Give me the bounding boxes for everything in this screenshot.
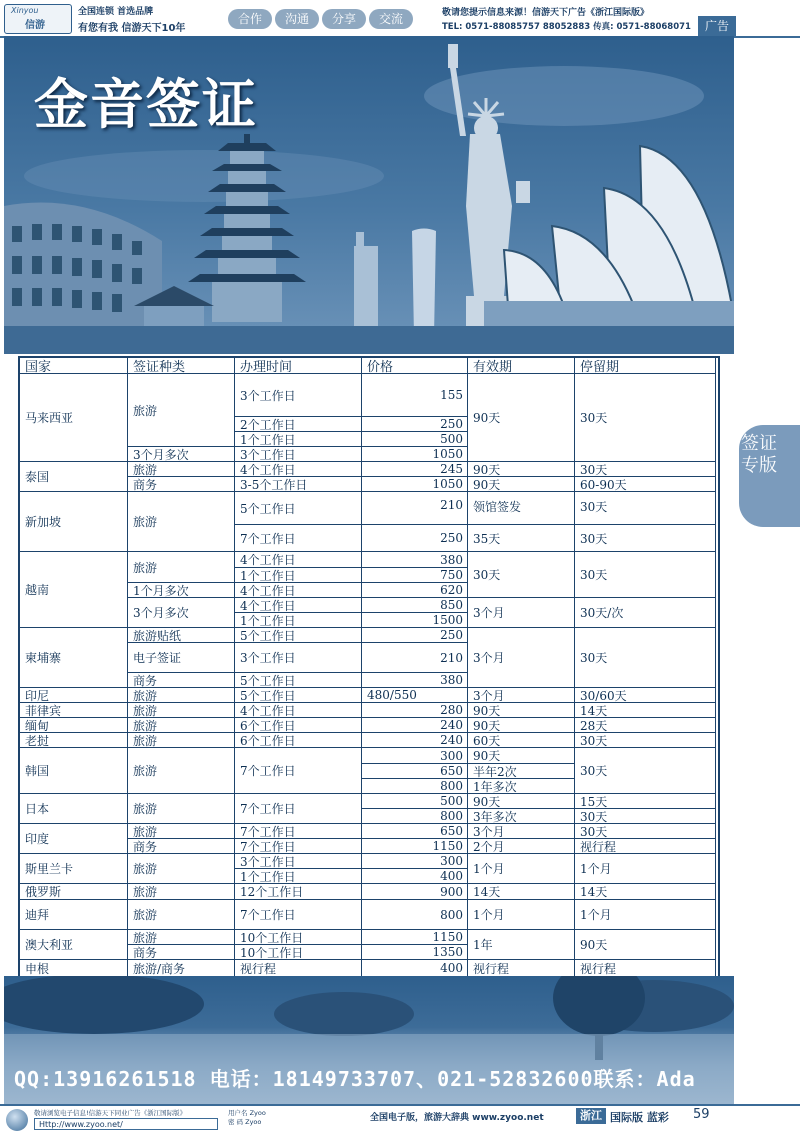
type-cell: 旅游 <box>128 884 235 900</box>
side-tab-label: 签证专版 <box>741 433 777 476</box>
footer-edition: 国际版 蓝彩 <box>610 1111 669 1124</box>
footer-region-badge: 浙江 <box>576 1108 606 1124</box>
footer-url[interactable]: Http://www.zyoo.net/ <box>34 1118 218 1130</box>
stay-cell: 30天 <box>575 824 716 839</box>
time-cell: 视行程 <box>235 960 362 976</box>
country-cell: 迪拜 <box>20 900 128 930</box>
stay-cell: 30天 <box>575 809 716 824</box>
country-cell: 日本 <box>20 794 128 824</box>
type-cell: 旅游 <box>128 733 235 748</box>
type-cell: 商务 <box>128 945 235 960</box>
header-notice: 敬请您提示信息来源！信游天下广告《浙江国际版》 <box>442 8 650 18</box>
stay-cell: 30天 <box>575 748 716 794</box>
bottom-bar <box>0 1104 800 1134</box>
validity-cell: 1年多次 <box>468 779 575 794</box>
price-cell: 240 <box>362 718 468 733</box>
type-cell: 1个月多次 <box>128 583 235 598</box>
time-cell: 5个工作日 <box>235 628 362 643</box>
price-cell: 750 <box>362 568 468 583</box>
time-cell: 7个工作日 <box>235 525 362 552</box>
stay-cell: 14天 <box>575 703 716 718</box>
validity-cell: 90天 <box>468 477 575 492</box>
time-cell: 10个工作日 <box>235 930 362 945</box>
type-cell: 旅游贴纸 <box>128 628 235 643</box>
validity-cell: 1个月 <box>468 854 575 884</box>
header-tel: TEL: 0571-88085757 88052883 传真: 0571-88068071 <box>442 22 691 32</box>
country-cell: 老挝 <box>20 733 128 748</box>
validity-cell: 3个月 <box>468 688 575 703</box>
time-cell: 3个工作日 <box>235 374 362 417</box>
stay-cell: 视行程 <box>575 960 716 976</box>
time-cell: 1个工作日 <box>235 869 362 884</box>
price-cell: 155 <box>362 374 468 417</box>
time-cell: 4个工作日 <box>235 583 362 598</box>
price-cell: 1500 <box>362 613 468 628</box>
type-cell: 商务 <box>128 673 235 688</box>
header-bar <box>0 0 800 38</box>
validity-cell: 3个月 <box>468 628 575 688</box>
price-cell: 210 <box>362 492 468 525</box>
price-cell: 1150 <box>362 930 468 945</box>
logo <box>4 4 72 34</box>
price-cell: 1050 <box>362 477 468 492</box>
time-cell: 7个工作日 <box>235 794 362 824</box>
header-country: 国家 <box>20 358 128 374</box>
time-cell: 4个工作日 <box>235 462 362 477</box>
stay-cell: 1个月 <box>575 900 716 930</box>
type-cell: 电子签证 <box>128 643 235 673</box>
price-cell: 280 <box>362 703 468 718</box>
time-cell: 3个工作日 <box>235 447 362 462</box>
time-cell: 10个工作日 <box>235 945 362 960</box>
hero-banner <box>4 36 734 354</box>
pill-cooperation: 合作 <box>228 9 272 29</box>
globe-icon <box>6 1109 28 1131</box>
price-cell: 380 <box>362 552 468 568</box>
country-cell: 新加坡 <box>20 492 128 552</box>
stay-cell: 30天 <box>575 733 716 748</box>
type-cell: 旅游 <box>128 552 235 583</box>
price-cell: 300 <box>362 854 468 869</box>
footer-credentials <box>228 1109 266 1127</box>
validity-cell: 1年 <box>468 930 575 960</box>
validity-cell: 领馆签发 <box>468 492 575 525</box>
price-cell: 210 <box>362 643 468 673</box>
stay-cell: 30天 <box>575 628 716 688</box>
country-cell: 斯里兰卡 <box>20 854 128 884</box>
slogan-line1: 全国连锁 首选品牌 <box>78 7 154 17</box>
country-cell: 马来西亚 <box>20 374 128 462</box>
type-cell: 商务 <box>128 477 235 492</box>
type-cell: 旅游 <box>128 688 235 703</box>
validity-cell: 1个月 <box>468 900 575 930</box>
time-cell: 4个工作日 <box>235 552 362 568</box>
time-cell: 4个工作日 <box>235 703 362 718</box>
time-cell: 6个工作日 <box>235 718 362 733</box>
price-cell: 800 <box>362 809 468 824</box>
stay-cell: 30天 <box>575 492 716 525</box>
price-cell: 1050 <box>362 447 468 462</box>
stay-cell: 1个月 <box>575 854 716 884</box>
type-cell: 旅游 <box>128 930 235 945</box>
country-cell: 俄罗斯 <box>20 884 128 900</box>
time-cell: 5个工作日 <box>235 492 362 525</box>
country-cell: 菲律宾 <box>20 703 128 718</box>
type-cell: 旅游/商务 <box>128 960 235 976</box>
price-cell: 245 <box>362 462 468 477</box>
price-cell: 1150 <box>362 839 468 854</box>
validity-cell: 14天 <box>468 884 575 900</box>
type-cell: 旅游 <box>128 794 235 824</box>
footer-username: 用户名 Zyoo <box>228 1109 266 1117</box>
type-cell: 旅游 <box>128 824 235 839</box>
stay-cell: 视行程 <box>575 839 716 854</box>
page-title: 金音签证 <box>34 73 258 136</box>
header-stay: 停留期 <box>575 358 716 374</box>
country-cell: 澳大利亚 <box>20 930 128 960</box>
header-visa-type: 签证种类 <box>128 358 235 374</box>
time-cell: 1个工作日 <box>235 613 362 628</box>
time-cell: 12个工作日 <box>235 884 362 900</box>
type-cell: 商务 <box>128 839 235 854</box>
price-cell: 850 <box>362 598 468 613</box>
validity-cell: 视行程 <box>468 960 575 976</box>
validity-cell: 90天 <box>468 374 575 462</box>
type-cell: 旅游 <box>128 462 235 477</box>
stay-cell: 30天 <box>575 552 716 598</box>
price-cell: 650 <box>362 824 468 839</box>
stay-cell: 60-90天 <box>575 477 716 492</box>
stay-cell: 30/60天 <box>575 688 716 703</box>
slogan-line2: 有您有我 信游天下10年 <box>78 23 186 34</box>
price-cell: 620 <box>362 583 468 598</box>
contact-line: QQ:13916261518 电话：18149733707、021-52832600联系：Ada <box>14 1067 696 1091</box>
price-cell: 380 <box>362 673 468 688</box>
validity-cell: 35天 <box>468 525 575 552</box>
validity-cell: 3年多次 <box>468 809 575 824</box>
price-cell: 800 <box>362 900 468 930</box>
type-cell: 3个月多次 <box>128 447 235 462</box>
stay-cell: 30天 <box>575 374 716 462</box>
validity-cell: 90天 <box>468 718 575 733</box>
validity-cell: 30天 <box>468 552 575 598</box>
footer-password: 密 码 Zyoo <box>228 1118 262 1126</box>
price-cell: 250 <box>362 417 468 432</box>
stay-cell: 30天/次 <box>575 598 716 628</box>
country-cell: 印度 <box>20 824 128 854</box>
price-cell: 800 <box>362 779 468 794</box>
price-cell: 500 <box>362 794 468 809</box>
type-cell: 旅游 <box>128 374 235 447</box>
validity-cell: 90天 <box>468 462 575 477</box>
country-cell: 缅甸 <box>20 718 128 733</box>
stay-cell: 30天 <box>575 462 716 477</box>
stay-cell: 28天 <box>575 718 716 733</box>
header-processing-time: 办理时间 <box>235 358 362 374</box>
pill-communication: 沟通 <box>275 9 319 29</box>
stay-cell: 15天 <box>575 794 716 809</box>
time-cell: 3-5个工作日 <box>235 477 362 492</box>
side-tab <box>739 425 800 527</box>
validity-cell: 90天 <box>468 703 575 718</box>
country-cell: 韩国 <box>20 748 128 794</box>
page-number: 59 <box>693 1107 710 1122</box>
type-cell: 旅游 <box>128 854 235 884</box>
price-cell: 400 <box>362 960 468 976</box>
visa-table <box>18 356 720 980</box>
time-cell: 2个工作日 <box>235 417 362 432</box>
stay-cell: 30天 <box>575 525 716 552</box>
validity-cell: 3个月 <box>468 824 575 839</box>
price-cell: 900 <box>362 884 468 900</box>
footer-slogan: 全国电子版，旅游大辞典 www.zyoo.net <box>370 1113 544 1123</box>
price-cell: 400 <box>362 869 468 884</box>
type-cell: 旅游 <box>128 718 235 733</box>
country-cell: 越南 <box>20 552 128 628</box>
time-cell: 3个工作日 <box>235 854 362 869</box>
footer-notice: 敬请浏览电子信息!信游天下同业广告《浙江国际版》 <box>34 1109 187 1117</box>
validity-cell: 3个月 <box>468 598 575 628</box>
logo-text: 信游 <box>25 20 45 31</box>
price-cell: 250 <box>362 525 468 552</box>
type-cell: 旅游 <box>128 492 235 552</box>
time-cell: 4个工作日 <box>235 598 362 613</box>
price-cell: 300 <box>362 748 468 764</box>
ad-tag: 广告 <box>698 16 736 36</box>
validity-cell: 90天 <box>468 748 575 764</box>
price-cell: 250 <box>362 628 468 643</box>
time-cell: 7个工作日 <box>235 839 362 854</box>
stay-cell: 14天 <box>575 884 716 900</box>
country-cell: 柬埔寨 <box>20 628 128 688</box>
time-cell: 7个工作日 <box>235 748 362 794</box>
price-cell: 650 <box>362 764 468 779</box>
country-cell: 申根 <box>20 960 128 976</box>
validity-cell: 半年2次 <box>468 764 575 779</box>
time-cell: 7个工作日 <box>235 824 362 839</box>
time-cell: 6个工作日 <box>235 733 362 748</box>
validity-cell: 60天 <box>468 733 575 748</box>
pill-exchange: 交流 <box>369 9 413 29</box>
country-cell: 泰国 <box>20 462 128 492</box>
validity-cell: 90天 <box>468 794 575 809</box>
price-cell: 500 <box>362 432 468 447</box>
validity-cell: 2个月 <box>468 839 575 854</box>
price-cell: 1350 <box>362 945 468 960</box>
time-cell: 7个工作日 <box>235 900 362 930</box>
country-cell: 印尼 <box>20 688 128 703</box>
type-cell: 3个月多次 <box>128 598 235 628</box>
pill-share: 分享 <box>322 9 366 29</box>
time-cell: 1个工作日 <box>235 568 362 583</box>
logo-subtext: Xinyou <box>11 6 39 15</box>
header-price: 价格 <box>362 358 468 374</box>
time-cell: 5个工作日 <box>235 688 362 703</box>
time-cell: 3个工作日 <box>235 643 362 673</box>
time-cell: 5个工作日 <box>235 673 362 688</box>
price-cell: 240 <box>362 733 468 748</box>
type-cell: 旅游 <box>128 900 235 930</box>
header-validity: 有效期 <box>468 358 575 374</box>
price-cell: 480/550 <box>362 688 468 703</box>
stay-cell: 90天 <box>575 930 716 960</box>
type-cell: 旅游 <box>128 748 235 794</box>
time-cell: 1个工作日 <box>235 432 362 447</box>
type-cell: 旅游 <box>128 703 235 718</box>
